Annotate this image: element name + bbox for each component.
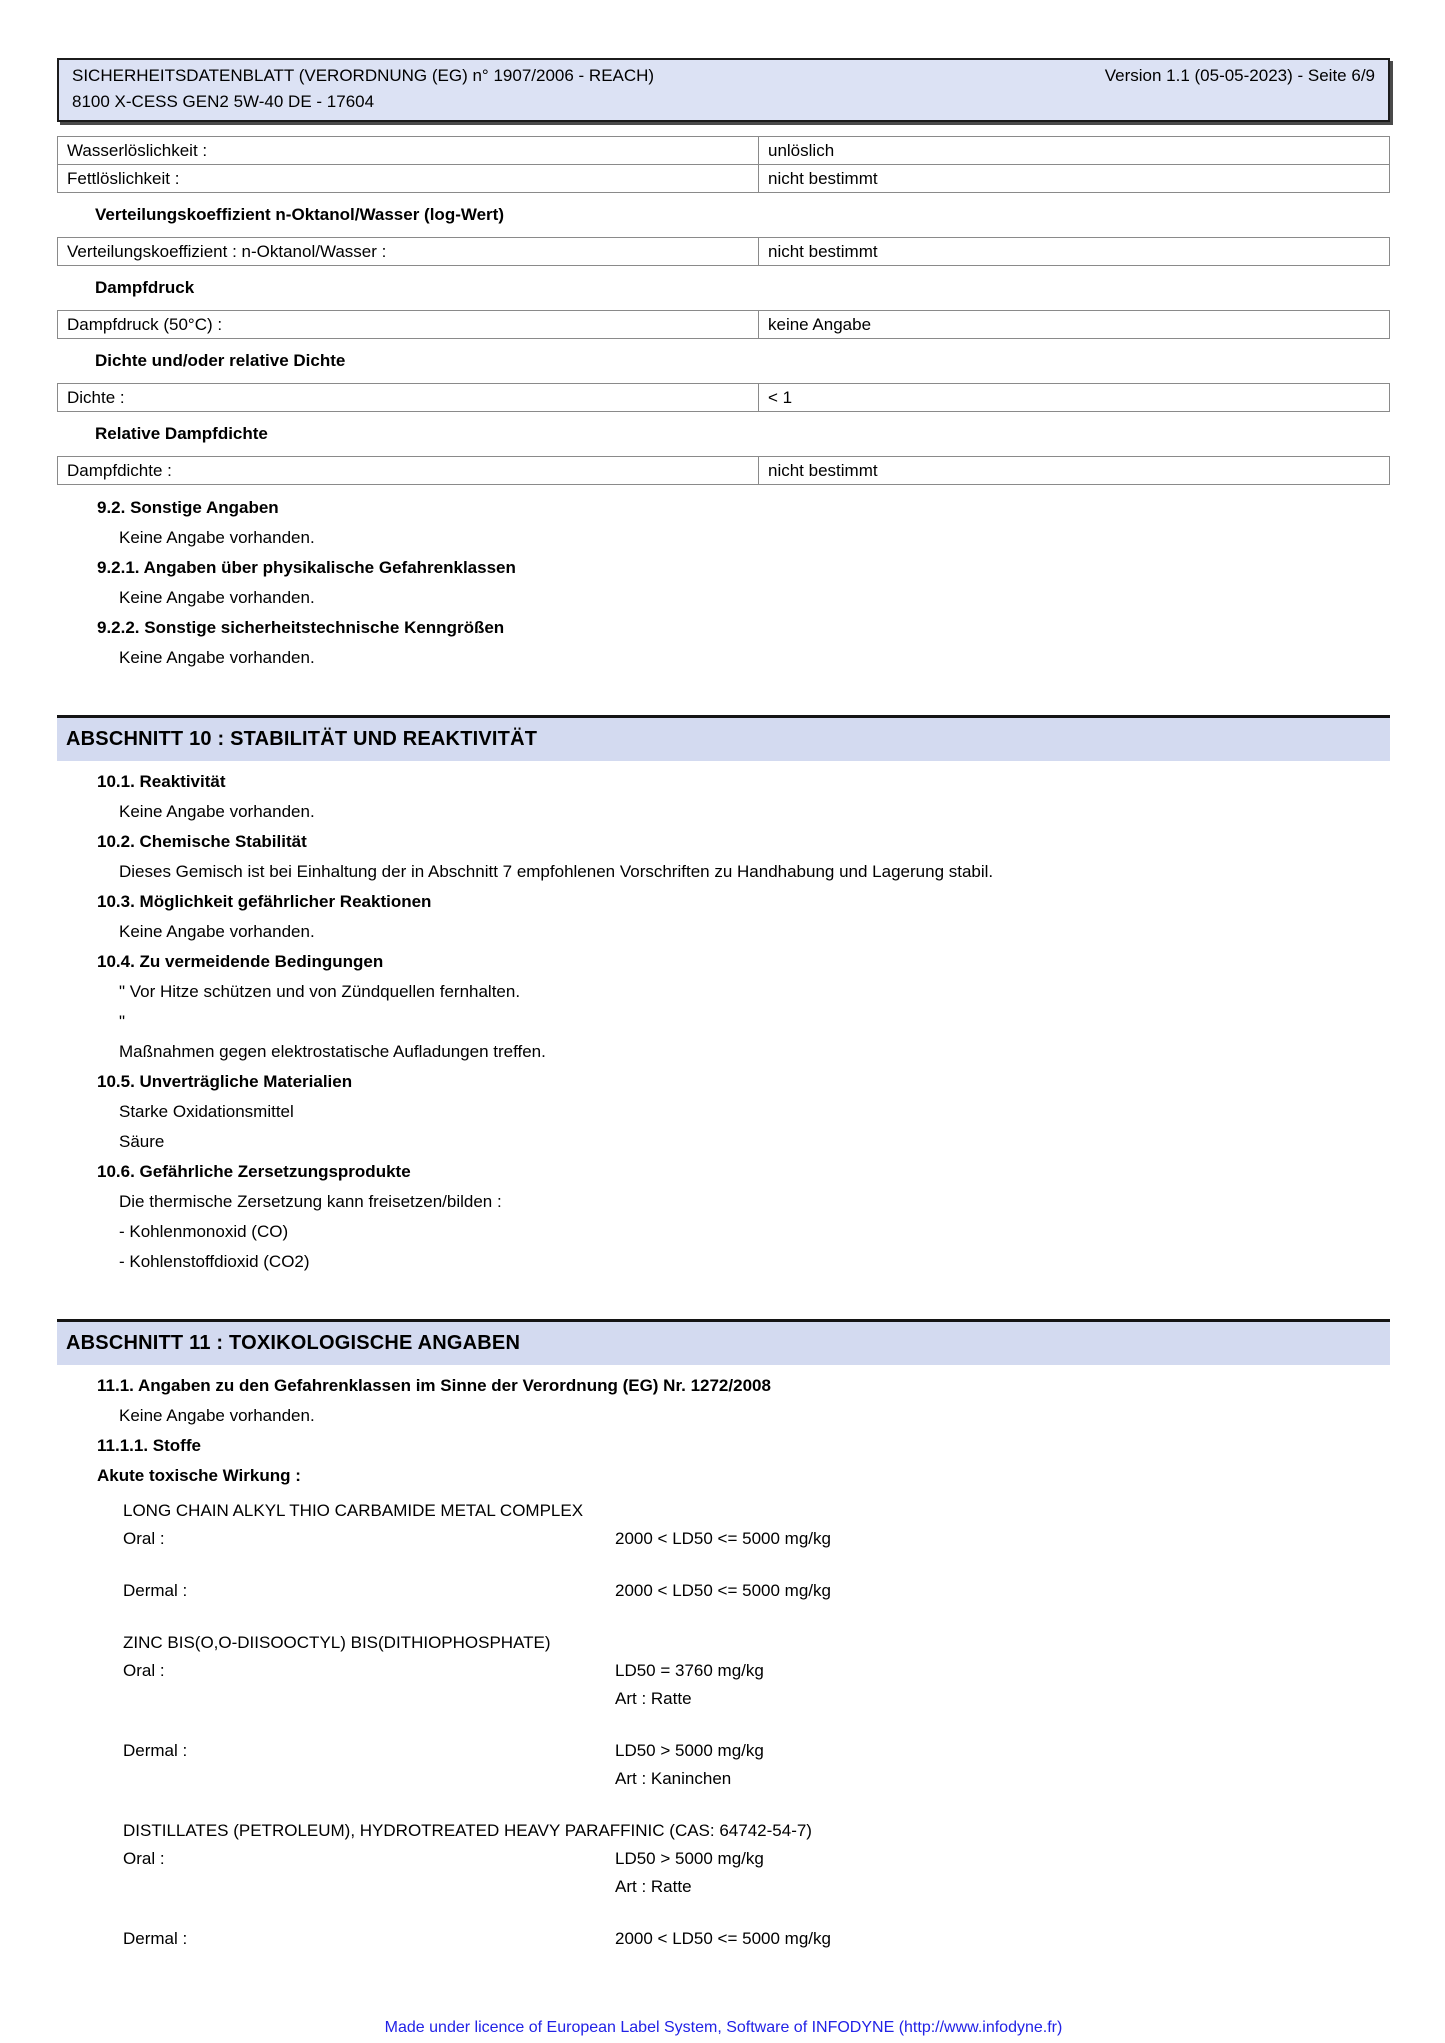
toxicity-entry (57, 1577, 1390, 1605)
section-11-banner: ABSCHNITT 11 : TOXIKOLOGISCHE ANGABEN (57, 1319, 1390, 1365)
subsection-heading: 11.1.1. Stoffe (97, 1436, 201, 1455)
property-value: nicht bestimmt (759, 457, 1390, 485)
subsection-heading: 11.1. Angaben zu den Gefahrenklassen im Sinne der Verordnung (EG) Nr. 1272/2008 (97, 1376, 771, 1395)
subsection-heading: 10.5. Unverträgliche Materialien (97, 1072, 353, 1091)
substance-name: DISTILLATES (PETROLEUM), HYDROTREATED HEAVY PARAFFINIC (CAS: 64742-54-7) (123, 1821, 812, 1840)
test-species: Art : Ratte (615, 1877, 692, 1896)
exposure-route: Dermal : (123, 1581, 188, 1600)
subsection-heading: 10.1. Reaktivität (97, 772, 226, 791)
property-group-heading: Dampfdruck (95, 278, 195, 297)
property-group-heading: Relative Dampfdichte (95, 424, 268, 443)
property-group-heading: Verteilungskoeffizient n-Oktanol/Wasser (log-Wert) (95, 205, 504, 224)
exposure-route: Oral : (123, 1661, 165, 1680)
property-table (57, 383, 1390, 412)
subsection-heading: 9.2.1. Angaben über physikalische Gefahrenklassen (97, 558, 516, 577)
toxicity-entry (57, 1845, 1390, 1873)
body-text: - Kohlenstoffdioxid (CO2) (119, 1252, 310, 1271)
property-label: Verteilungskoeffizient : n-Oktanol/Wasser : (58, 238, 759, 266)
section-10-banner: ABSCHNITT 10 : STABILITÄT UND REAKTIVITÄT (57, 715, 1390, 761)
section-9-2 (57, 493, 1390, 673)
body-text: Keine Angabe vorhanden. (119, 922, 315, 941)
toxicity-entry (57, 1925, 1390, 1953)
exposure-route: Dermal : (123, 1929, 188, 1948)
exposure-route: Dermal : (123, 1741, 188, 1760)
property-label: Dampfdichte : (58, 457, 759, 485)
subsection-heading: 9.2. Sonstige Angaben (97, 498, 279, 517)
toxicity-value: 2000 < LD50 <= 5000 mg/kg (615, 1529, 831, 1548)
substance-name: LONG CHAIN ALKYL THIO CARBAMIDE METAL COMPLEX (123, 1501, 584, 1520)
subsection-heading: 10.3. Möglichkeit gefährlicher Reaktionen (97, 892, 432, 911)
toxicity-value: LD50 > 5000 mg/kg (615, 1849, 764, 1868)
toxicity-value: LD50 > 5000 mg/kg (615, 1741, 764, 1760)
section-11-content (57, 1371, 1390, 1953)
document-header (57, 58, 1390, 122)
test-species: Art : Kaninchen (615, 1769, 732, 1788)
document-title: SICHERHEITSDATENBLATT (VERORDNUNG (EG) n° 1907/2006 - REACH) (72, 66, 655, 85)
property-table (57, 310, 1390, 339)
body-text: Keine Angabe vorhanden. (119, 648, 315, 667)
property-table (57, 237, 1390, 266)
test-species: Art : Ratte (615, 1689, 692, 1708)
toxicity-entry (57, 1657, 1390, 1685)
property-label: Wasserlöslichkeit : (58, 137, 759, 165)
substance-name: ZINC BIS(O,O-DIISOOCTYL) BIS(DITHIOPHOSPHATE) (123, 1633, 551, 1652)
exposure-route: Oral : (123, 1849, 165, 1868)
property-value: unlöslich (759, 137, 1390, 165)
acute-toxicity-label: Akute toxische Wirkung : (97, 1466, 301, 1485)
body-text: " (119, 1012, 126, 1031)
property-value: nicht bestimmt (759, 238, 1390, 266)
body-text: Starke Oxidationsmittel (119, 1102, 294, 1121)
toxicity-entry (57, 1525, 1390, 1553)
property-label: Dichte : (58, 384, 759, 412)
property-row (58, 165, 1390, 193)
body-text: Die thermische Zersetzung kann freisetzen/bilden : (119, 1192, 502, 1211)
header-row-1 (72, 63, 1375, 89)
product-name: 8100 X-CESS GEN2 5W-40 DE - 17604 (72, 92, 375, 111)
body-text: Dieses Gemisch ist bei Einhaltung der in Abschnitt 7 empfohlenen Vorschriften zu Handhabung und Lagerung stabil. (119, 862, 994, 881)
body-text: Keine Angabe vorhanden. (119, 1406, 315, 1425)
property-group-heading: Dichte und/oder relative Dichte (95, 351, 346, 370)
body-text: Maßnahmen gegen elektrostatische Aufladungen treffen. (119, 1042, 546, 1061)
subsection-heading: 9.2.2. Sonstige sicherheitstechnische Kenngrößen (97, 618, 505, 637)
body-text: Keine Angabe vorhanden. (119, 588, 315, 607)
body-text: Keine Angabe vorhanden. (119, 528, 315, 547)
footer-licence-link[interactable]: Made under licence of European Label System, Software of INFODYNE (http://www.infodyne.fr) (384, 2019, 1063, 2036)
exposure-route: Oral : (123, 1529, 165, 1548)
property-label: Dampfdruck (50°C) : (58, 311, 759, 339)
subsection-heading: 10.4. Zu vermeidende Bedingungen (97, 952, 384, 971)
body-text: - Kohlenmonoxid (CO) (119, 1222, 289, 1241)
property-row (58, 137, 1390, 165)
body-text: Säure (119, 1132, 165, 1151)
property-table (57, 456, 1390, 485)
toxicity-entry (57, 1737, 1390, 1765)
property-label: Fettlöslichkeit : (58, 165, 759, 193)
version-page-info: Version 1.1 (05-05-2023) - Seite 6/9 (1104, 66, 1375, 85)
property-table (57, 136, 1390, 193)
property-row (58, 384, 1390, 412)
property-value: < 1 (759, 384, 1390, 412)
section-10-content (57, 767, 1390, 1277)
property-value: nicht bestimmt (759, 165, 1390, 193)
property-row (58, 238, 1390, 266)
property-value: keine Angabe (759, 311, 1390, 339)
subsection-heading: 10.2. Chemische Stabilität (97, 832, 307, 851)
toxicity-value: LD50 = 3760 mg/kg (615, 1661, 764, 1680)
property-row (58, 311, 1390, 339)
properties-section (57, 136, 1390, 485)
toxicity-value: 2000 < LD50 <= 5000 mg/kg (615, 1581, 831, 1600)
body-text: Keine Angabe vorhanden. (119, 802, 315, 821)
body-text: " Vor Hitze schützen und von Zündquellen fernhalten. (119, 982, 521, 1001)
subsection-heading: 10.6. Gefährliche Zersetzungsprodukte (97, 1162, 411, 1181)
toxicity-value: 2000 < LD50 <= 5000 mg/kg (615, 1929, 831, 1948)
property-row (58, 457, 1390, 485)
